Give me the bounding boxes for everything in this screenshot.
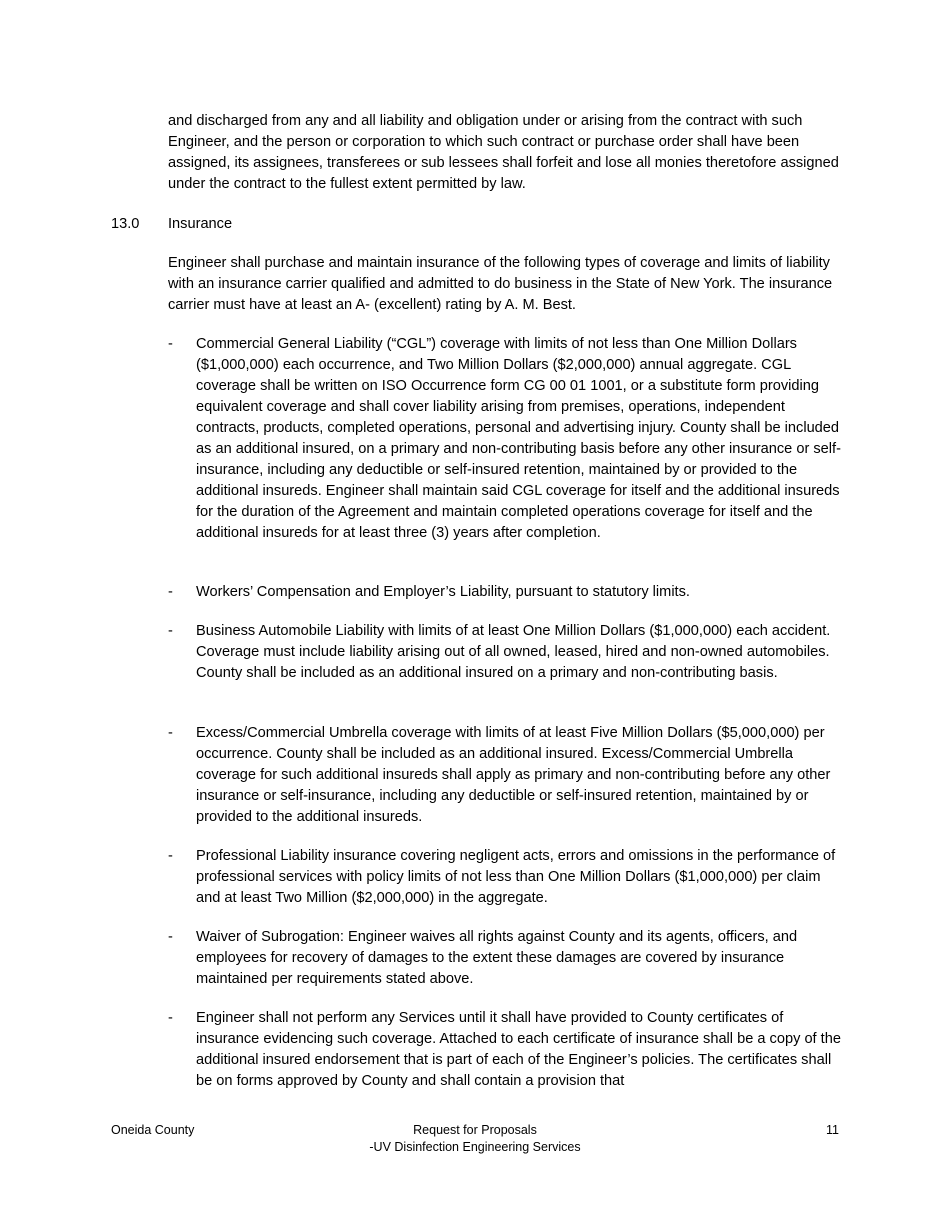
bullet-marker: - xyxy=(168,623,173,639)
bullet-marker: - xyxy=(168,725,173,741)
intro-paragraph: and discharged from any and all liability and obligation under or arising from the contract with such Engineer, and the person or corporation to which such contract or purchase order shall have been assigned, its assignees, transferees or sub lessees shall forfeit and lose all monies theretofore assigned under the contract to the fullest extent permitted by law. xyxy=(168,113,839,192)
bullet-text: Business Automobile Liability with limits of at least One Million Dollars ($1,000,000) each accident. Coverage must include liability arising out of all owned, leased, hired and non-owned automobiles. County shall be included as an additional insured on a primary and non-contributing basis. xyxy=(196,623,831,681)
footer-title-line-2: -UV Disinfection Engineering Services xyxy=(369,1140,581,1154)
footer-document-title xyxy=(275,1122,675,1156)
bullet-text: Waiver of Subrogation: Engineer waives all rights against County and its agents, officers, and employees for recovery of damages to the extent these damages are covered by insurance maintained per requirements stated above. xyxy=(196,929,798,987)
bullet-marker: - xyxy=(168,929,173,945)
section-title: Insurance xyxy=(168,216,233,232)
bullet-text: Commercial General Liability (“CGL”) coverage with limits of not less than One Million Dollars ($1,000,000) each occurrence, and Two Million Dollars ($2,000,000) annual aggregate. CGL coverage shall be written on ISO Occurrence form CG 00 01 1001, or a substitute form providing equivalent coverage and shall cover liability arising from premises, operations, independent contracts, products, completed operations, personal and advertising injury. County shall be included as an additional insured, on a primary and non-contributing basis before any other insurance or self-insurance, including any deductible or self-insured retention, maintained by or provided to the additional insureds. Engineer shall maintain said CGL coverage for itself and the additional insureds for the duration of the Agreement and maintain completed operations coverage for itself and the additional insureds for at least three (3) years after completion. xyxy=(196,336,841,541)
bullet-text: Excess/Commercial Umbrella coverage with limits of at least Five Million Dollars ($5,000,000) per occurrence. County shall be included as an additional insured. Excess/Commercial Umbrella coverage for such additional insureds shall apply as primary and non-contributing before any other insurance or self-insurance, including any deductible or self-insured retention, maintained by or provided to the additional insureds. xyxy=(196,725,831,825)
bullet-text: Engineer shall not perform any Services until it shall have provided to County certificates of insurance evidencing such coverage. Attached to each certificate of insurance shall be a copy of the additional insured endorsement that is part of each of the Engineer’s policies. The certificates shall be on forms approved by County and shall contain a provision that xyxy=(196,1010,841,1089)
bullet-marker: - xyxy=(168,336,173,352)
bullet-marker: - xyxy=(168,584,173,600)
footer-organization: Oneida County xyxy=(111,1123,195,1137)
page-number: 11 xyxy=(826,1123,839,1137)
bullet-text: Professional Liability insurance covering negligent acts, errors and omissions in the performance of professional services with policy limits of not less than One Million Dollars ($1,000,000) per claim and at least Two Million ($2,000,000) in the aggregate. xyxy=(196,848,836,906)
footer-title-line-1: Request for Proposals xyxy=(413,1123,537,1137)
bullet-marker: - xyxy=(168,848,173,864)
bullet-text: Workers’ Compensation and Employer’s Liability, pursuant to statutory limits. xyxy=(196,584,690,600)
bullet-marker: - xyxy=(168,1010,173,1026)
section-number: 13.0 xyxy=(111,216,140,232)
section-intro: Engineer shall purchase and maintain insurance of the following types of coverage and limits of liability with an insurance carrier qualified and admitted to do business in the State of New York. The insurance carrier must have at least an A- (excellent) rating by A. M. Best. xyxy=(168,255,833,313)
